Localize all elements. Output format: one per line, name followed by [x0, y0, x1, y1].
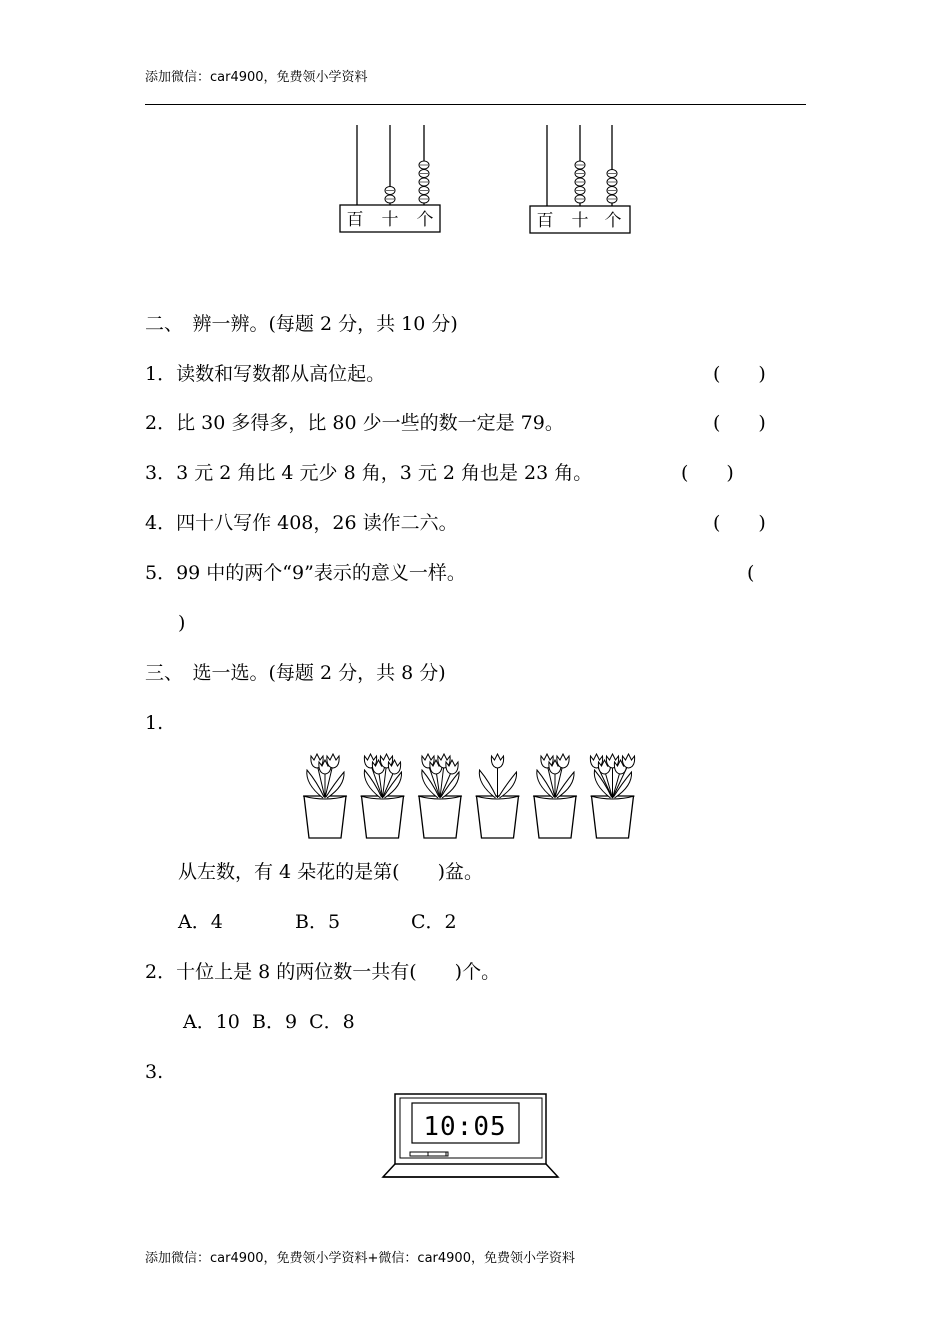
clock-time: 10:05 [423, 1112, 507, 1142]
tulip [491, 754, 503, 768]
question-1-number: 1. [145, 712, 164, 734]
abacus-label-hundreds: 百 [536, 211, 554, 231]
header-rule [145, 104, 806, 105]
judge-item-3: 3．3 元 2 角比 4 元少 8 角，3 元 2 角也是 23 角。 [145, 462, 593, 484]
flower-pot [361, 754, 405, 838]
flower-pot [303, 754, 347, 838]
abacus-right [525, 120, 640, 240]
flower-pots-figure [300, 742, 652, 842]
left-tens-beads [385, 187, 395, 204]
question-1-options [178, 910, 457, 934]
option-b[interactable]: B．5 [295, 911, 341, 933]
question-3-number: 3. [145, 1061, 164, 1083]
flower-pot [590, 754, 634, 838]
tulip [622, 754, 634, 768]
answer-paren-1[interactable]: ( ) [713, 363, 766, 385]
question-2-options: A．10 B．9 C．8 [183, 1011, 355, 1033]
flower-pot [476, 754, 520, 838]
abacus-label-hundreds: 百 [346, 210, 364, 230]
answer-paren-3[interactable]: ( ) [681, 462, 734, 484]
abacus-label-ones: 个 [416, 210, 434, 230]
answer-paren-4[interactable]: ( ) [713, 512, 766, 534]
left-ones-beads [419, 161, 429, 203]
right-ones-beads [607, 170, 617, 204]
section2-title: 二、 辨一辨。(每题 2 分，共 10 分) [145, 313, 458, 335]
abacus-label-tens: 十 [571, 211, 589, 231]
abacus-label-tens: 十 [381, 210, 399, 230]
question-2-text: 2．十位上是 8 的两位数一共有( )个。 [145, 961, 501, 983]
option-a[interactable]: A．4 [178, 911, 223, 933]
flower-pot [418, 754, 462, 838]
answer-paren-5-open[interactable]: ( [747, 562, 755, 584]
right-tens-beads [575, 161, 585, 203]
abacus-label-ones: 个 [604, 211, 622, 231]
answer-paren-5-close: ) [178, 612, 186, 634]
digital-clock-figure [388, 1092, 563, 1182]
abacus-left [335, 120, 450, 240]
question-1-text: 从左数，有 4 朵花的是第( )盆。 [178, 861, 483, 883]
flower-pot [533, 754, 577, 838]
option-c[interactable]: C．2 [411, 911, 457, 933]
answer-paren-2[interactable]: ( ) [713, 412, 766, 434]
page-footer: 添加微信：car4900，免费领小学资料+微信：car4900，免费领小学资料 [145, 1251, 575, 1266]
tulip [557, 754, 569, 768]
judge-item-2: 2．比 30 多得多，比 80 少一些的数一定是 79。 [145, 412, 564, 434]
section3-title: 三、 选一选。(每题 2 分，共 8 分) [145, 662, 446, 684]
tulip [327, 754, 339, 768]
judge-item-1: 1．读数和写数都从高位起。 [145, 363, 386, 385]
judge-item-5: 5．99 中的两个“9”表示的意义一样。 [145, 562, 466, 584]
judge-item-4: 4．四十八写作 408，26 读作二六。 [145, 512, 458, 534]
page-header: 添加微信：car4900，免费领小学资料 [145, 70, 368, 85]
